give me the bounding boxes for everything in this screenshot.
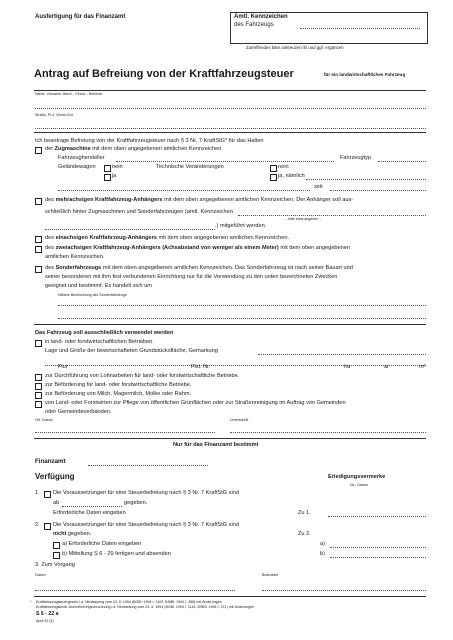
- unterschrift-label: Unterschrift: [230, 418, 249, 422]
- zu1-field[interactable]: [328, 516, 426, 517]
- option-mehrachsig-line2: schließlich hinter Zugmaschinen und Sonderfahrzeugen (amtl. Kennzeichen: [45, 209, 233, 215]
- techn-ja-checkbox[interactable]: [270, 174, 277, 181]
- ha-label: ha: [344, 364, 351, 370]
- zug-kennzeichen-hint: – bitte stets angeben –: [285, 217, 322, 221]
- option-mehrachsig-line3: .) mitgeführt werden.: [215, 223, 267, 229]
- techn-nein-checkbox[interactable]: [270, 165, 277, 172]
- finanzamt-label: Finanzamt: [35, 458, 66, 465]
- usage-milch-label: zur Beförderung von Milch, Magermilch, Molke oder Rahm.: [45, 391, 192, 397]
- zu2-a-label: a): [320, 541, 325, 547]
- v1-ab-field[interactable]: [62, 506, 122, 507]
- v1-text: Die Voraussetzungen für eine Steuerbefreiung nach § 3 Nr. 7 KraftStG sind: [53, 490, 239, 496]
- sonderfahrzeug-field-label: Nähere Bezeichnung des Sonderfahrzeugs: [58, 293, 127, 297]
- v2-checkbox[interactable]: [44, 523, 51, 530]
- usage-lohnarbeiten-checkbox[interactable]: [35, 374, 42, 381]
- kennzeichen-input[interactable]: [300, 28, 420, 29]
- office-heading: Nur für das Finanzamt bestimmt: [173, 442, 259, 448]
- option-sonderfahrzeug-checkbox[interactable]: [35, 266, 42, 273]
- usage-lohnarbeiten-label: zur Durchführung von Lohnarbeiten für land- oder forstwirtschaftliche Betriebe.: [45, 373, 240, 379]
- zu2-a-field[interactable]: [330, 547, 426, 548]
- flst-label: Flst. Nr.: [191, 364, 211, 370]
- v2-text: Die Voraussetzungen für eine Steuerbefreiung nach § 3 Nr. 7 KraftStG sind: [53, 522, 239, 528]
- name-label: Name, Vorname, Beruf – Firma – Behörde: [35, 92, 103, 96]
- usage-gruenflaechen-line2: oder Gemeindeverbänden.: [45, 409, 112, 415]
- v2b-text: b) Mitteilung S 6 - 29 fertigen und absenden: [62, 551, 171, 557]
- verfuegung-heading: Verfügung: [35, 472, 75, 481]
- address-label: Straße, PLZ, Wohn-/Ort: [35, 113, 73, 117]
- datum-label: Datum: [35, 573, 46, 577]
- techn-ja-label: ja, nämlich: [278, 173, 305, 179]
- option-einachsig-label: des einachsigen Kraftfahrzeug-Anhängers mit dem oben angegebenen amtlichen Kennzeichen.: [45, 235, 290, 241]
- zu1-label: Zu 1.: [298, 510, 311, 516]
- v2a-checkbox[interactable]: [53, 542, 60, 549]
- copy-label: Ausfertigung für das Finanzamt: [35, 14, 126, 20]
- sonderfahrzeug-field[interactable]: [58, 305, 426, 306]
- usage-milch-checkbox[interactable]: [35, 392, 42, 399]
- v2a-text: a) Erforderliche Daten eingeben: [62, 541, 142, 547]
- unterschrift-field[interactable]: [230, 432, 426, 433]
- usage-heading: Das Fahrzeug soll ausschließlich verwendet werden: [35, 330, 174, 336]
- hersteller-label: Fahrzeughersteller: [58, 155, 105, 161]
- techn-label: Technische Veränderungen: [156, 164, 224, 170]
- option-zweiachsig-checkbox[interactable]: [35, 246, 42, 253]
- v1-gegeben: gegeben.: [124, 500, 148, 506]
- flur-label: Flur: [58, 364, 68, 370]
- footnote-2: Kraftfahrzeugsteuer-Durchführungsverordnung i.d. Neufassung vom 24. 5. 1994 (BGBl. 1994 I, 1144; BStBl. 1994 I, 371) mit Änderungen: [36, 605, 255, 609]
- techn-extra-field[interactable]: [58, 190, 310, 191]
- ar-label: ar: [384, 364, 389, 370]
- request-intro: Ich beantrage Befreiung von der Kraftfahrzeugsteuer nach § 3 Nr. 7 KraftStG* für das Halten: [35, 138, 264, 144]
- option-zweiachsig-line2: amtlichen Kennzeichen.: [45, 254, 105, 260]
- bearbeiter-field[interactable]: [262, 590, 426, 591]
- usage-betriebe-label: in land- oder forstwirtschaftlichen Betrieben.: [45, 339, 154, 345]
- form-title: Antrag auf Befreiung von der Kraftfahrzeugsteuer: [34, 68, 294, 80]
- techn-nein-label: nein: [278, 164, 289, 170]
- seit-field[interactable]: [330, 190, 426, 191]
- option-mehrachsig-checkbox[interactable]: [35, 198, 42, 205]
- option-zugmaschine-label: der Zugmaschine mit dem oben angegebenen amtlichen Kennzeichen.: [45, 146, 223, 152]
- usage-lage-label: Lage und Größe der bewirtschafteten Grundstücksfläche, Gemarkung: [45, 348, 218, 354]
- kennzeichen-title: Amtl. Kennzeichen: [234, 14, 288, 20]
- address-field[interactable]: [35, 128, 426, 129]
- usage-betriebe-checkbox[interactable]: [35, 340, 42, 347]
- seit-label: seit: [314, 184, 323, 190]
- zug-kennzeichen-field[interactable]: [238, 215, 426, 216]
- gemarkung-field[interactable]: [258, 354, 426, 355]
- option-sonderfahrzeug-line3: geeignet und bestimmt. Es handelt sich um: [45, 283, 152, 289]
- typ-field[interactable]: [378, 161, 426, 162]
- ort-datum-label: Ort, Datum: [35, 418, 53, 422]
- usage-befoerderung-label: zur Beförderung für land- oder forstwirtschaftliche Betriebe.: [45, 382, 192, 388]
- gelaende-nein-label: nein: [112, 164, 123, 170]
- m2-label: m²: [419, 364, 426, 370]
- option-mehrachsig-label: des mehrachsigen Kraftfahrzeug-Anhängers mit dem oben angegebenen amtlichen Kennzeichen. Der Anhänger soll aus-: [45, 197, 354, 203]
- v1-daten: Erforderliche Daten eingeben: [53, 510, 126, 516]
- gelaende-nein-checkbox[interactable]: [104, 165, 111, 172]
- v3-text: 3. Zum Vorgang: [35, 562, 75, 568]
- v2-number: 2.: [35, 522, 40, 528]
- kennzeichen-sub: des Fahrzeugs: [234, 22, 274, 28]
- techn-detail-field[interactable]: [306, 179, 426, 180]
- zu2-b-field[interactable]: [330, 557, 426, 558]
- v1-ab-label: ab: [53, 500, 60, 506]
- form-code: S 6 - 22 a: [36, 611, 59, 617]
- gelaende-ja-checkbox[interactable]: [104, 174, 111, 181]
- lage-field[interactable]: [45, 365, 426, 366]
- typ-label: Fahrzeugtyp: [340, 155, 372, 161]
- hersteller-field[interactable]: [116, 161, 334, 162]
- nz-datum-label: Nz., Datum: [350, 483, 368, 487]
- gelaende-ja-label: ja: [112, 173, 117, 179]
- usage-gruenflaechen-label: von Land- oder Forstwirten zur Pflege von öffentlichen Grünflächen oder zur Straßenreinigung im Auftrag von Gemeinden: [45, 400, 346, 406]
- finanzamt-field[interactable]: [88, 465, 208, 466]
- datum-field[interactable]: [35, 590, 235, 591]
- v2b-checkbox[interactable]: [53, 552, 60, 559]
- usage-befoerderung-checkbox[interactable]: [35, 383, 42, 390]
- bearbeiter-label: Bearbeiter: [262, 573, 279, 577]
- option-einachsig-checkbox[interactable]: [35, 236, 42, 243]
- zug-kennzeichen-field2[interactable]: [45, 229, 215, 230]
- footnote-1: Kraftfahrzeugsteuergesetz i.d. Neufassung vom 24. 5. 1994 (BGBl. 1994 I, 1102; BStBl. 1994 I, 358) mit Änderungen: [36, 600, 222, 604]
- option-zweiachsig-label: des zweiachsigen Kraftfahrzeug-Anhängers (Achsabstand von weniger als einem Meter) mit dem oben angegebenen: [45, 245, 350, 251]
- ort-datum-field[interactable]: [35, 432, 215, 433]
- erledigung-heading: Erledigungsvermerke: [328, 474, 386, 480]
- v2-nicht-gegeben: nicht gegeben.: [53, 531, 92, 537]
- form-title-suffix: für ein landwirtschaftliches Fahrzeug: [324, 72, 406, 77]
- usage-gruenflaechen-checkbox[interactable]: [35, 401, 42, 408]
- v1-checkbox[interactable]: [44, 491, 51, 498]
- form-version: April 02 (3): [36, 619, 54, 623]
- gelaende-label: Geländewagen: [58, 164, 96, 170]
- v1-number: 1.: [35, 490, 40, 496]
- option-sonderfahrzeug-line2: seiner besonderen mit ihm fest verbundenen Einrichtung nur für die Verwendung zu den unten bezeichneten Zwecken: [45, 274, 338, 280]
- footnote-star: *: [30, 600, 32, 604]
- name-field[interactable]: [35, 108, 426, 109]
- zu2-b-label: b): [320, 551, 325, 557]
- sonderfahrzeug-field-2[interactable]: [58, 318, 426, 319]
- option-sonderfahrzeug-label: des Sonderfahrzeugs mit dem oben angegebenen amtlichen Kennzeichen. Das Sonderfahrzeug ist nach seiner Bauart und: [45, 265, 353, 271]
- zu2-label: Zu 2.: [298, 531, 311, 537]
- option-zugmaschine-checkbox[interactable]: [35, 147, 42, 154]
- hint-text: Zutreffendes bitte ankreuzen ☒ und ggf. ergänzen: [246, 45, 344, 50]
